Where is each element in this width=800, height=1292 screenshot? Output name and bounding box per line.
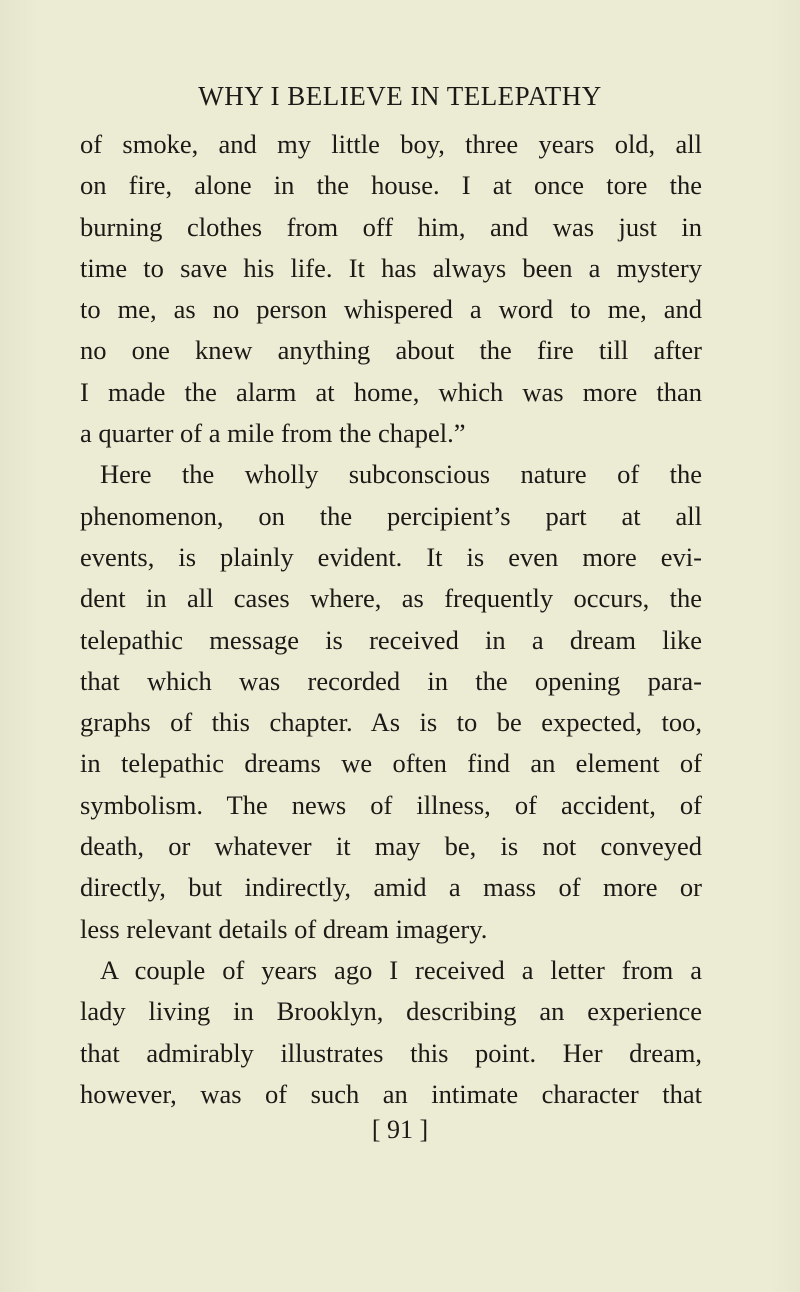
text-line: events, is plainly evident. It is even more evi- bbox=[80, 541, 702, 572]
page-number: [ 91 ] bbox=[371, 1115, 429, 1144]
text-line: however, was of such an intimate character that bbox=[80, 1078, 702, 1109]
paragraph-first-line: Here the wholly subconscious nature of the bbox=[100, 459, 702, 490]
text-line: that admirably illustrates this point. Her dream, bbox=[80, 1037, 702, 1068]
text-line: I made the alarm at home, which was more than bbox=[80, 376, 702, 407]
text-line: burning clothes from off him, and was just in bbox=[80, 211, 702, 242]
text-line: no one knew anything about the fire till after bbox=[80, 335, 702, 366]
text-line: graphs of this chapter. As is to be expected, too, bbox=[80, 707, 702, 738]
text-line: to me, as no person whispered a word to me, and bbox=[80, 294, 702, 325]
running-head: WHY I BELIEVE IN TELEPATHY bbox=[198, 81, 602, 111]
text-line: on fire, alone in the house. I at once tore the bbox=[80, 170, 702, 201]
text-line: a quarter of a mile from the chapel.” bbox=[80, 418, 466, 449]
text-line: directly, but indirectly, amid a mass of more or bbox=[80, 872, 702, 903]
body-text bbox=[80, 124, 702, 1115]
text-line: dent in all cases where, as frequently occurs, the bbox=[80, 583, 702, 614]
paragraph-first-line: A couple of years ago I received a letter from a bbox=[100, 954, 702, 985]
text-line: less relevant details of dream imagery. bbox=[80, 913, 488, 944]
text-line: symbolism. The news of illness, of accident, of bbox=[80, 789, 702, 820]
text-line: death, or whatever it may be, is not conveyed bbox=[80, 831, 702, 862]
text-line: in telepathic dreams we often find an element of bbox=[80, 748, 702, 779]
text-line: that which was recorded in the opening para- bbox=[80, 665, 702, 696]
text-line: telepathic message is received in a dream like bbox=[80, 624, 702, 655]
text-line: of smoke, and my little boy, three years old, all bbox=[80, 129, 702, 159]
text-line: phenomenon, on the percipient’s part at all bbox=[80, 500, 702, 531]
text-line: time to save his life. It has always been a mystery bbox=[80, 252, 702, 283]
text-line: lady living in Brooklyn, describing an experience bbox=[80, 996, 702, 1027]
